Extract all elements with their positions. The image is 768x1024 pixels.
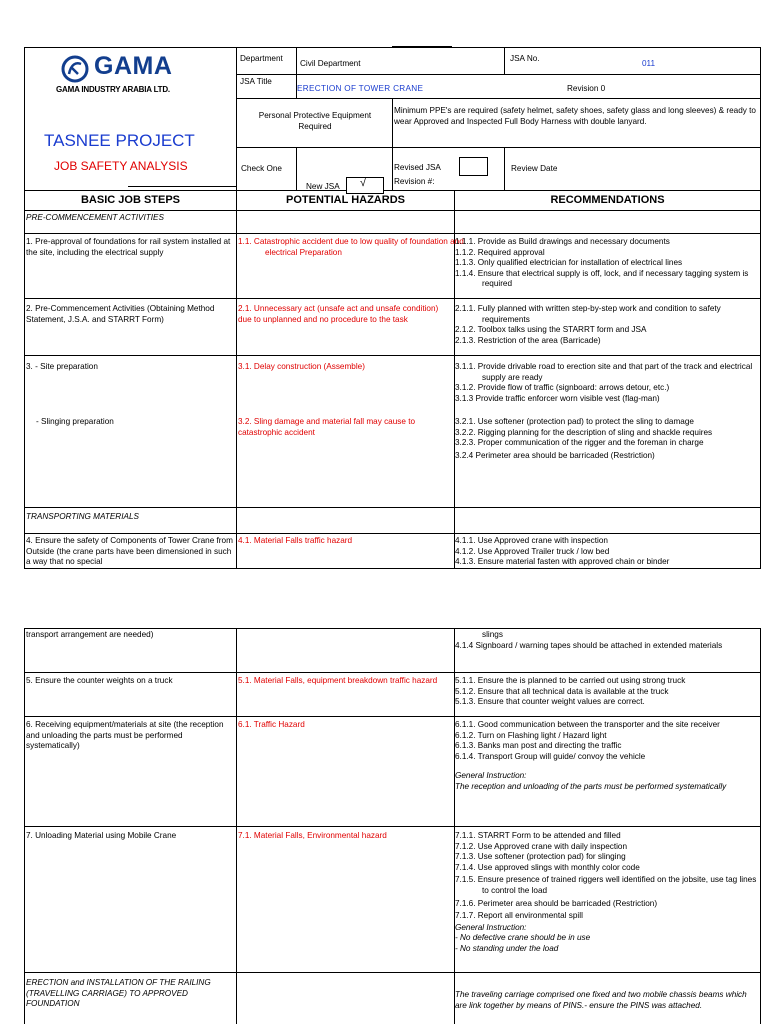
rec-7-1-3: 7.1.3. Use softener (protection pad) for slinging [455,852,626,862]
project-title: TASNEE PROJECT [44,131,195,150]
rec-1-1-4: 1.1.4. Ensure that electrical supply is off, lock, and if necessary tagging system is required [455,268,749,289]
rec-1-1-1: 1.1.1. Provide as Build drawings and necessary documents [455,237,670,246]
gama-logo-icon [60,54,90,84]
revision-label: Revision 0 [567,84,606,93]
rec-7-1-2: 7.1.2. Use Approved crane with daily inspection [455,841,628,851]
jsa-title-label: JSA Title [240,77,272,86]
step-7: 7. Unloading Material using Mobile Crane [26,831,177,840]
rec-3-2-3: 3.2.3. Proper communication of the rigger and the foreman in charge [455,438,704,448]
company-subtitle: GAMA INDUSTRY ARABIA LTD. [56,85,170,94]
check-one-label: Check One [241,164,282,173]
rec-7-1-5: 7.1.5. Ensure presence of trained riggers well identified on the jobsite, use tag lines to control the load [455,875,757,895]
rec-7-1-6: 7.1.6. Perimeter area should be barricaded (Restriction) [455,898,658,908]
rec-7-1-1: 7.1.1. STARRT Form to be attended and filled [455,831,621,840]
rec-6-1-1: 6.1.1. Good communication between the transporter and the site receiver [455,720,720,729]
rec-3-2-1: 3.2.1. Use softener (protection pad) to protect the sling to damage [455,417,694,426]
ppe-label: Personal Protective Equipment Required [258,111,372,131]
jsa-title-value: ERECTION OF TOWER CRANE [297,84,424,93]
step-3-slinging: - Slinging preparation [36,417,114,426]
recommendations-5 [455,676,759,708]
recommendations-4 [455,536,759,568]
revision-number-label: Revision #: [394,177,435,186]
general-instruction-7-item-2: - No standing under the load [455,943,559,953]
general-instruction-6-text: The reception and unloading of the parts must be performed systematically [455,781,727,791]
recommendations-3-2 [455,417,759,461]
recommendations-6 [455,720,759,793]
rec-3-1-2: 3.1.2. Provide flow of traffic (signboard: arrows detour, etc.) [455,383,670,393]
step-4: 4. Ensure the safety of Components of Tower Crane from Outside (the crane parts have been dimensioned in such a way that no special [26,536,233,567]
column-header-hazards: POTENTIAL HAZARDS [286,194,405,206]
column-header-recommendations: RECOMMENDATIONS [550,194,665,206]
hazard-7-1: 7.1. Material Falls, Environmental hazard [238,831,387,840]
step-3: 3. - Site preparation [26,362,98,371]
general-instruction-7-item-1: - No defective crane should be in use [455,933,591,943]
general-instruction-7-title: General Instruction: [455,922,527,932]
rec-4-1-4: 4.1.4 Signboard / warning tapes should be attached in extended materials [455,640,723,650]
rec-7-1-7: 7.1.7. Report all environmental spill [455,911,583,921]
rec-4-1-3-continued: slings [482,630,503,639]
company-name: GAMA [94,52,173,80]
recommendations-3-1 [455,362,759,404]
ppe-value: Minimum PPE's are required (safety helmet, safety shoes, safety glass and long sleeves) & ready to wear Approved and Inspected Full Body Harness with double lanyard. [394,106,756,126]
general-instruction-6-title: General Instruction: [455,771,527,781]
hazard-5-1: 5.1. Material Falls, equipment breakdown traffic hazard [238,676,438,685]
rec-3-2-4: 3.2.4 Perimeter area should be barricaded (Restriction) [455,450,655,460]
check-mark-icon: √ [360,177,367,189]
hazard-1-1: 1.1. Catastrophic accident due to low quality of foundation and electrical Preparation [238,237,464,257]
new-jsa-label: New JSA [306,182,340,191]
jsa-no-label: JSA No. [510,54,540,63]
step-4-continued: transport arrangement are needed) [26,630,154,639]
revised-jsa-label: Revised JSA [394,163,441,172]
jsa-no-value: 011 [642,59,656,68]
recommendations-4-continued [455,630,759,651]
rec-1-1-3: 1.1.3. Only qualified electrician for installation of electrical lines [455,258,683,268]
rec-6-1-2: 6.1.2. Turn on Flashing light / Hazard light [455,730,607,740]
document-title: JOB SAFETY ANALYSIS [54,159,188,173]
rec-5-1-2: 5.1.2. Ensure that all technical data is available at the truck [455,686,669,696]
recommendations-1 [455,237,759,290]
column-header-steps: BASIC JOB STEPS [80,194,181,206]
step-2: 2. Pre-Commencement Activities (Obtaining Method Statement, J.S.A. and STARRT Form) [26,304,215,324]
recommendations-7 [455,831,759,955]
rec-3-1-3: 3.1.3 Provide traffic enforcer worn visible vest (flag-man) [455,393,660,403]
rec-5-1-1: 5.1.1. Ensure the is planned to be carried out using strong truck [455,676,686,685]
step-1: 1. Pre-approval of foundations for rail system installed at the site, including the electrical supply [26,237,231,257]
department-label: Department [240,54,283,63]
hazard-6-1: 6.1. Traffic Hazard [238,720,305,729]
department-value: Civil Department [300,59,361,68]
review-date-label: Review Date [511,164,558,173]
revised-jsa-checkbox[interactable] [459,157,488,176]
rec-2-1-3: 2.1.3. Restriction of the area (Barricade) [455,335,601,345]
rec-7-1-4: 7.1.4. Use approved slings with monthly color code [455,862,640,872]
hazard-3-2: 3.2. Sling damage and material fall may cause to catastrophic accident [238,417,416,437]
hazard-4-1: 4.1. Material Falls traffic hazard [238,536,353,545]
rec-6-1-3: 6.1.3. Banks man post and directing the traffic [455,741,622,751]
rec-4-1-1: 4.1.1. Use Approved crane with inspection [455,536,608,545]
rec-6-1-4: 6.1.4. Transport Group will guide/ convoy the vehicle [455,751,646,761]
recommendations-2 [455,304,759,346]
rec-3-2-2: 3.2.2. Rigging planning for the description of sling and shackle requires [455,427,713,437]
rec-2-1-2: 2.1.2. Toolbox talks using the STARRT form and JSA [455,325,647,335]
section-transporting: TRANSPORTING MATERIALS [26,512,139,521]
step-5: 5. Ensure the counter weights on a truck [26,676,173,685]
rec-4-1-3: 4.1.3. Ensure material fasten with approved chain or binder [455,557,670,567]
rec-3-1-1: 3.1.1. Provide drivable road to erection site and that part of the track and electrical supply are ready [455,362,753,382]
rec-2-1-1: 2.1.1. Fully planned with written step-by-step work and condition to safety requirements [455,304,721,324]
rec-5-1-3: 5.1.3. Ensure that counter weight values are correct. [455,697,645,707]
rec-1-1-2: 1.1.2. Required approval [455,247,545,257]
hazard-2-1: 2.1. Unnecessary act (unsafe act and unsafe condition) due to unplanned and no procedure to the task [238,304,439,324]
section-pre-commencement: PRE-COMMENCEMENT ACTIVITIES [26,213,164,222]
section-erection: ERECTION and INSTALLATION OF THE RAILING (TRAVELLING CARRIAGE) TO APPROVED FOUNDATION [26,978,211,1009]
hazard-3-1: 3.1. Delay construction (Assemble) [238,362,365,371]
rec-4-1-2: 4.1.2. Use Approved Trailer truck / low bed [455,546,610,556]
step-6: 6. Receiving equipment/materials at site (the reception and unloading the parts must be performed systematically) [26,720,224,751]
recommendation-8: The traveling carriage comprised one fixed and two mobile chassis beams which are link together by means of PINS.- ensure the PINS was attached. [455,990,747,1010]
